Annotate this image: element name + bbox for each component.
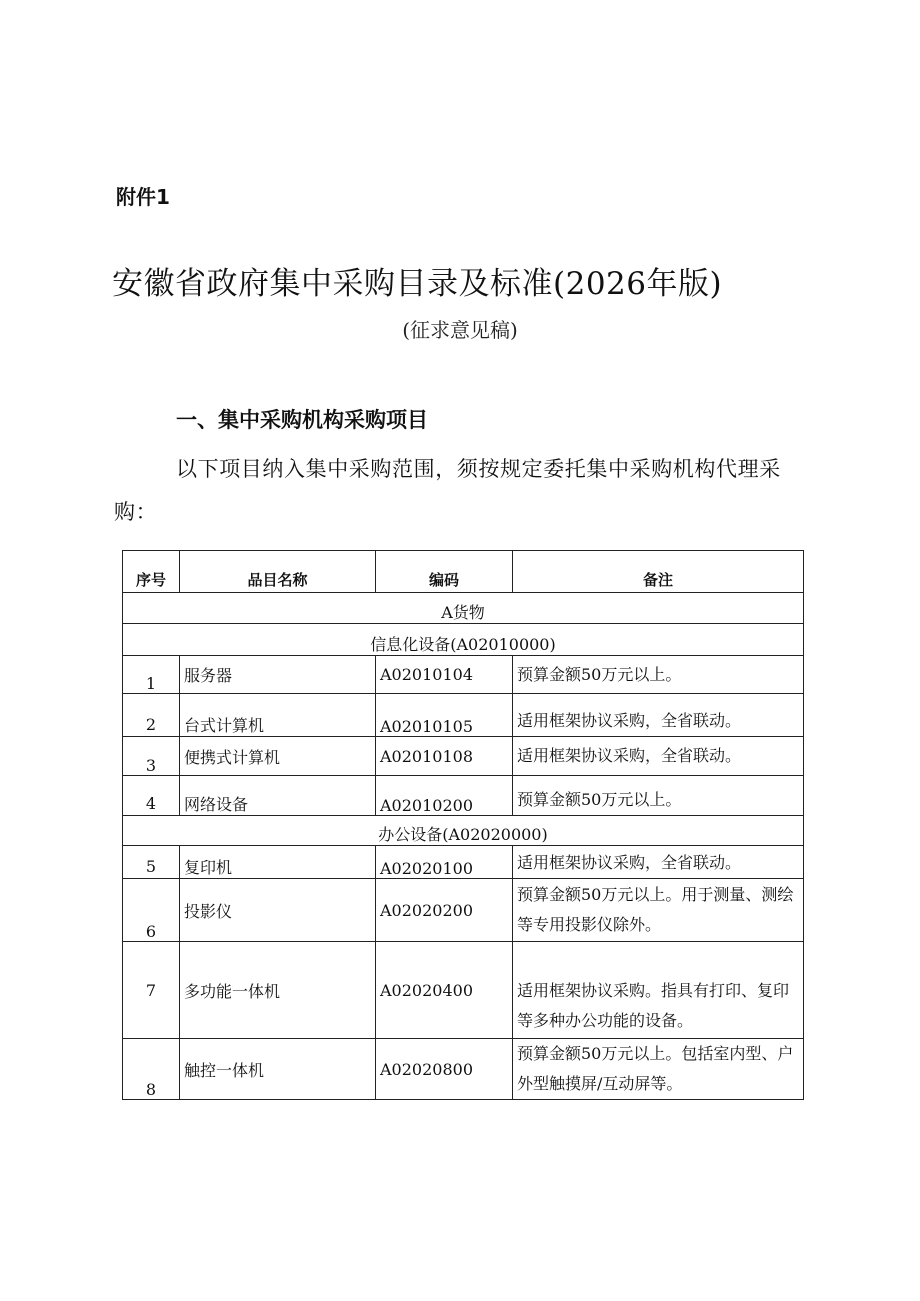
procurement-catalog-table (122, 550, 804, 1100)
row-code: A02020400 (376, 942, 513, 1039)
header-code: 编码 (376, 551, 513, 593)
table-row (123, 846, 804, 879)
table-row (123, 776, 804, 816)
table-row (123, 737, 804, 776)
row-code: A02010200 (376, 776, 513, 816)
row-seq: 6 (123, 879, 180, 942)
document-title: 安徽省政府集中采购目录及标准(2026年版) (112, 266, 723, 302)
group-label-office: 办公设备(A02020000) (123, 816, 804, 846)
row-seq: 3 (123, 737, 180, 776)
row-name: 服务器 (180, 656, 376, 694)
table-header-row (123, 551, 804, 593)
row-seq: 8 (123, 1039, 180, 1100)
row-name: 网络设备 (180, 776, 376, 816)
section-heading: 一、集中采购机构采购项目 (176, 408, 428, 432)
row-code: A02010108 (376, 737, 513, 776)
attachment-label: 附件1 (116, 185, 170, 209)
header-name: 品目名称 (180, 551, 376, 593)
table-row (123, 694, 804, 737)
row-name: 多功能一体机 (180, 942, 376, 1039)
document-subtitle: (征求意见稿) (402, 318, 518, 342)
row-note: 预算金额50万元以上。 (513, 776, 804, 816)
table-row (123, 656, 804, 694)
row-note: 预算金额50万元以上。用于测量、测绘等专用投影仪除外。 (513, 879, 804, 942)
row-name: 触控一体机 (180, 1039, 376, 1100)
row-code: A02010105 (376, 694, 513, 737)
row-seq: 5 (123, 846, 180, 879)
group-label-info: 信息化设备(A02010000) (123, 624, 804, 656)
row-name: 投影仪 (180, 879, 376, 942)
section-paragraph: 以下项目纳入集中采购范围，须按规定委托集中采购机构代理采购： (114, 457, 781, 524)
table-row (123, 942, 804, 1039)
group-row (123, 624, 804, 656)
row-note: 预算金额50万元以上。包括室内型、户外型触摸屏/互动屏等。 (513, 1039, 804, 1100)
row-name: 台式计算机 (180, 694, 376, 737)
row-seq: 1 (123, 656, 180, 694)
row-note: 适用框架协议采购，全省联动。 (513, 737, 804, 776)
header-note: 备注 (513, 551, 804, 593)
row-code: A02020200 (376, 879, 513, 942)
row-note: 预算金额50万元以上。 (513, 656, 804, 694)
row-name: 复印机 (180, 846, 376, 879)
row-seq: 7 (123, 942, 180, 1039)
row-note: 适用框架协议采购，全省联动。 (513, 694, 804, 737)
table-row (123, 879, 804, 942)
row-seq: 2 (123, 694, 180, 737)
row-code: A02020100 (376, 846, 513, 879)
row-seq: 4 (123, 776, 180, 816)
row-note: 适用框架协议采购。指具有打印、复印等多种办公功能的设备。 (513, 942, 804, 1039)
row-code: A02020800 (376, 1039, 513, 1100)
category-label: A货物 (123, 593, 804, 624)
category-row (123, 593, 804, 624)
group-row (123, 816, 804, 846)
row-note: 适用框架协议采购，全省联动。 (513, 846, 804, 879)
row-name: 便携式计算机 (180, 737, 376, 776)
table-row (123, 1039, 804, 1100)
row-code: A02010104 (376, 656, 513, 694)
header-seq: 序号 (123, 551, 180, 593)
